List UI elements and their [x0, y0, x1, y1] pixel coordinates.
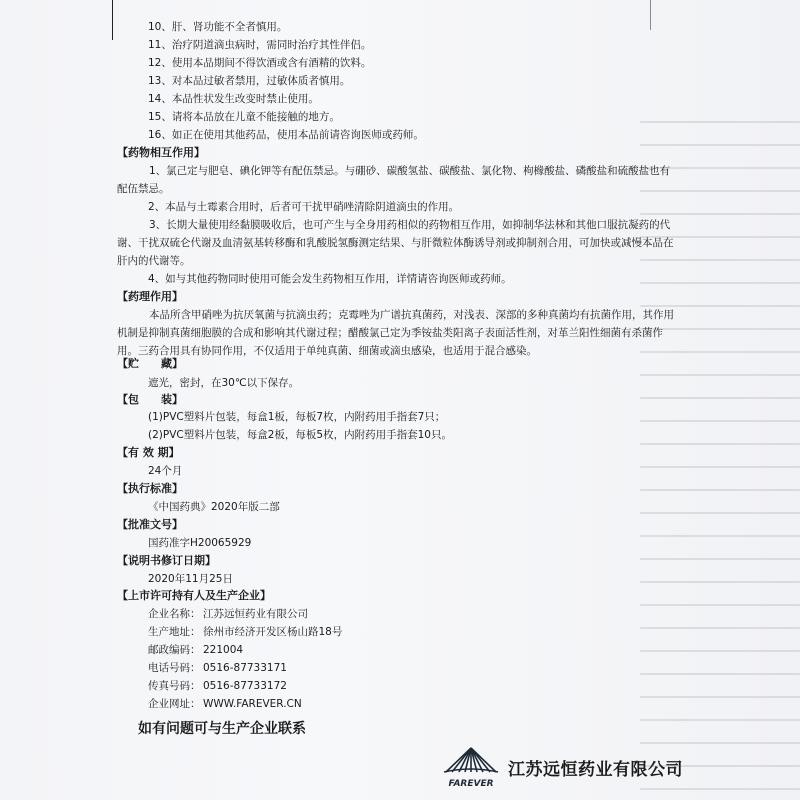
section-heading-approval: 【批准文号】	[117, 518, 183, 531]
section-heading-validity: 【有 效 期】	[117, 446, 180, 459]
mah-field-address: 生产地址： 徐州市经济开发区杨山路18号	[148, 626, 343, 638]
section-heading-storage: 【贮 藏】	[117, 357, 183, 370]
section-heading-pharmacology: 【药理作用】	[117, 290, 183, 303]
interaction-item: 1、氯己定与肥皂、碘化钾等有配伍禁忌。与硼砂、碳酸氢盐、碳酸盐、氯化物、枸橼酸盐、磷酸盐和硫酸盐也有配伍禁忌。	[117, 165, 671, 195]
interaction-item: 3、长期大量使用经黏膜吸收后，也可产生与全身用药相似的药物相互作用，如抑制华法林和其他口服抗凝药的代谢、干扰双硫仑代谢及血清氨基转移酶和乳酸脱氢酶测定结果、与肝微粒体酶诱导剂或抑制剂合用，可加快或减慢本品在肝内的代谢等。	[117, 219, 674, 267]
approval-text: 国药准字H20065929	[148, 537, 252, 549]
interaction-item: 2、本品与土霉素合用时，后者可干扰甲硝唑清除阴道滴虫的作用。	[148, 201, 460, 213]
precaution-item: 13、对本品过敏者禁用，过敏体质者慎用。	[148, 75, 351, 87]
section-heading-package: 【包 装】	[117, 393, 183, 406]
mah-field-fax: 传真号码： 0516-87733172	[148, 680, 287, 692]
farever-logo	[440, 742, 502, 790]
section-heading-standard: 【执行标准】	[117, 482, 183, 495]
crop-mark	[112, 0, 113, 40]
section-heading-interactions: 【药物相互作用】	[117, 146, 205, 159]
precaution-item: 15、请将本品放在儿童不能接触的地方。	[148, 111, 340, 123]
precaution-item: 12、使用本品期间不得饮酒或含有酒精的饮料。	[148, 57, 372, 69]
crop-mark	[650, 0, 651, 30]
validity-text: 24个月	[148, 465, 183, 477]
mah-field-company: 企业名称： 江苏远恒药业有限公司	[148, 608, 308, 620]
storage-text: 遮光，密封，在30℃以下保存。	[148, 377, 300, 389]
revision-text: 2020年11月25日	[148, 573, 233, 585]
precaution-item: 14、本品性状发生改变时禁止使用。	[148, 93, 319, 105]
pharmacology-text: 本品所含甲硝唑为抗厌氧菌与抗滴虫药；克霉唑为广谱抗真菌药，对浅表、深部的多种真菌均有抗菌作用，其作用机制是抑制真菌细胞膜的合成和影响其代谢过程；醋酸氯己定为季铵盐类阳离子表面活性剂，对革兰阳性细菌有杀菌作用。三药合用具有协同作用，不仅适用于单纯真菌、细菌或滴虫感染，也适用于混合感染。	[117, 309, 674, 357]
precaution-item: 16、如正在使用其他药品，使用本品前请咨询医师或药师。	[148, 129, 424, 141]
standard-text: 《中国药典》2020年版二部	[148, 501, 280, 513]
section-heading-revision: 【说明书修订日期】	[117, 554, 216, 567]
interaction-item: 4、如与其他药物同时使用可能会发生药物相互作用，详情请咨询医师或药师。	[148, 273, 512, 285]
contact-note: 如有问题可与生产企业联系	[138, 721, 306, 737]
mah-field-phone: 电话号码： 0516-87733171	[148, 662, 287, 674]
mah-field-website: 企业网址： WWW.FAREVER.CN	[148, 698, 302, 710]
mah-field-postcode: 邮政编码： 221004	[148, 644, 244, 656]
precaution-item: 11、治疗阴道滴虫病时，需同时治疗其性伴侣。	[148, 39, 372, 51]
section-heading-mah: 【上市许可持有人及生产企业】	[117, 589, 271, 602]
bleed-through-text	[640, 100, 800, 790]
precaution-item: 10、肝、肾功能不全者慎用。	[148, 21, 288, 33]
package-item: (1)PVC塑料片包装，每盒1板，每板7枚，内附药用手指套7只；	[148, 411, 446, 423]
logo-brand-text: FAREVER	[448, 779, 494, 789]
footer-company-name: 江苏远恒药业有限公司	[508, 760, 683, 780]
package-item: (2)PVC塑料片包装，每盒2板，每板5枚，内附药用手指套10只。	[148, 429, 452, 441]
